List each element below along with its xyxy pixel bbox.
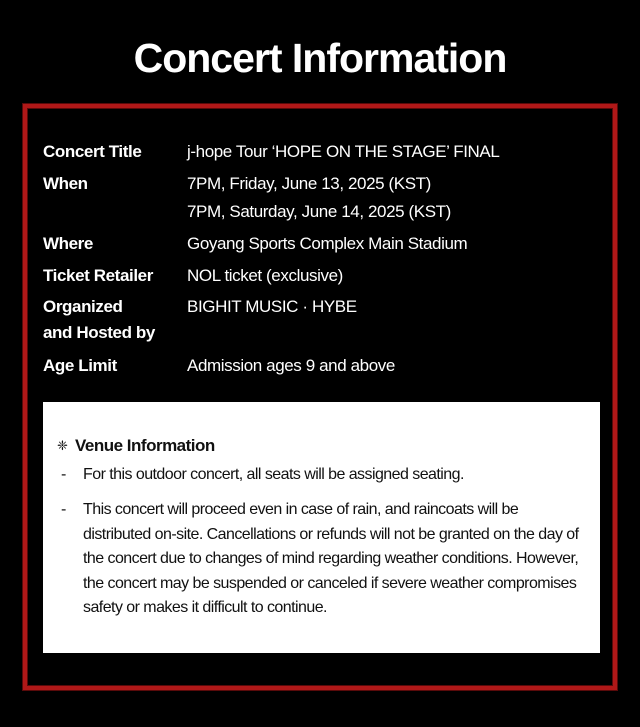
info-label: When [43, 174, 88, 193]
venue-heading-text: Venue Information [75, 436, 215, 455]
info-label: and Hosted by [43, 323, 155, 342]
venue-bullet-text: For this outdoor concert, all seats will be assigned seating. [83, 466, 464, 483]
info-label: Age Limit [43, 356, 117, 375]
venue-bullet [61, 498, 586, 621]
venue-bullet-text: This concert will proceed even in case of rain, and raincoats will be distributed on-site. Cancellations or refunds will not be granted on the day of the concert due to changes of mind regarding weather conditions. However, the concert may be suspended or canceled if severe weather compromises safety or makes it difficult to continue. [83, 501, 579, 616]
info-label: Ticket Retailer [43, 266, 153, 285]
info-value: j-hope Tour ‘HOPE ON THE STAGE’ FINAL [187, 142, 500, 161]
venue-bullet [61, 463, 586, 488]
info-value: Goyang Sports Complex Main Stadium [187, 234, 468, 253]
info-value: NOL ticket (exclusive) [187, 266, 343, 285]
page-title: Concert Information [133, 35, 507, 81]
venue-info-box [43, 402, 600, 653]
info-value: 7PM, Friday, June 13, 2025 (KST) [187, 174, 431, 193]
venue-heading [57, 433, 215, 459]
info-value: 7PM, Saturday, June 14, 2025 (KST) [187, 202, 451, 221]
dash-marker: - [61, 501, 66, 518]
info-value: Admission ages 9 and above [187, 356, 395, 375]
info-label: Where [43, 234, 93, 253]
info-label: Organized [43, 297, 123, 316]
asterisk-icon: ❈ [57, 438, 68, 453]
dash-marker: - [61, 466, 66, 483]
info-value: BIGHIT MUSIC · HYBE [187, 297, 357, 316]
info-label: Concert Title [43, 142, 142, 161]
